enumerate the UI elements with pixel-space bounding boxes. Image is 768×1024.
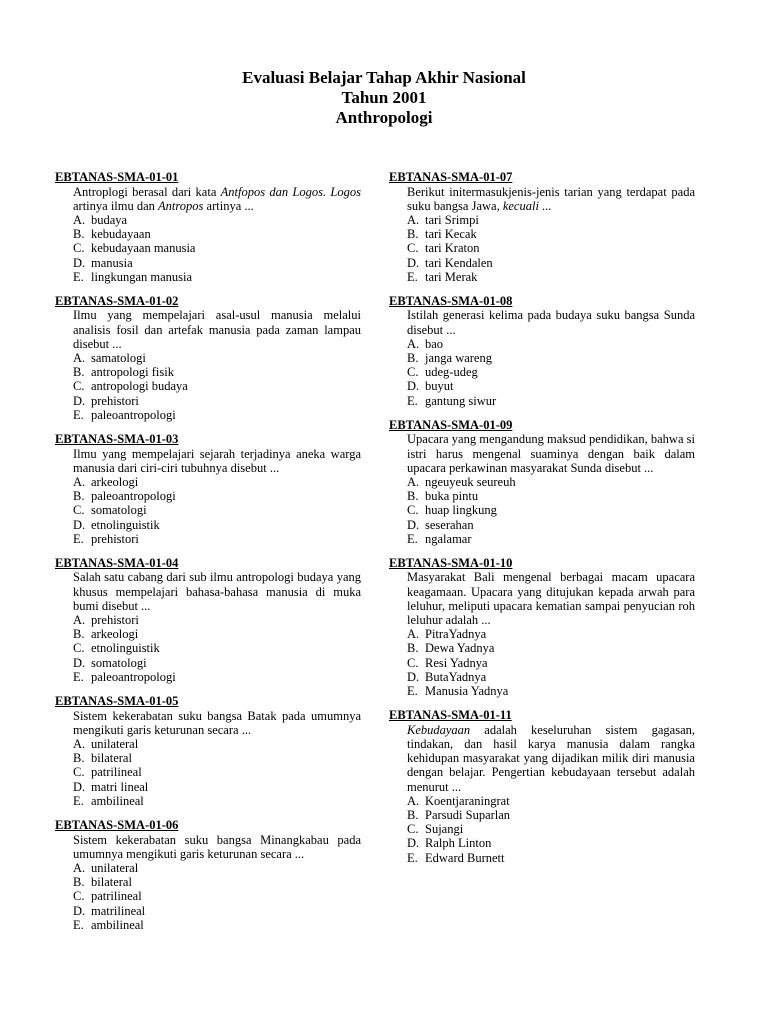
question-text-segment: ... [538, 198, 552, 213]
option-text: tari Kraton [425, 241, 480, 256]
answer-option [389, 213, 695, 227]
question-id: EBTANAS-SMA-01-09 [389, 417, 513, 432]
answer-option [389, 836, 695, 850]
option-letter: E. [407, 531, 418, 546]
option-letter: B. [407, 351, 419, 366]
option-text: patrilineal [91, 765, 142, 780]
question-id: EBTANAS-SMA-01-08 [389, 293, 513, 308]
option-letter: C. [407, 503, 419, 518]
option-text: somatologi [91, 503, 147, 518]
option-letter: D. [73, 517, 86, 532]
right-column [389, 170, 695, 875]
option-letter: C. [407, 655, 419, 670]
answer-option [55, 270, 361, 284]
answer-option [55, 227, 361, 241]
option-letter: D. [407, 379, 420, 394]
option-text: etnolinguistik [91, 517, 160, 532]
option-letter: B. [73, 365, 85, 380]
option-text: gantung siwur [425, 393, 497, 408]
option-text: tari Kecak [425, 227, 477, 242]
answer-option [55, 918, 361, 932]
question-text-segment: Upacara yang mengandung maksud pendidikan, bahwa si istri harus mengenal suaminya dengan baik dalam upacara perkawinan masyarakat Sunda disebut ... [407, 432, 695, 475]
option-letter: C. [73, 889, 85, 904]
question-block [389, 294, 695, 408]
answer-option [55, 408, 361, 422]
question-id: EBTANAS-SMA-01-10 [389, 555, 513, 570]
option-letter: E. [73, 917, 84, 932]
question-block [55, 170, 361, 284]
question-block [55, 556, 361, 684]
answer-option [389, 822, 695, 836]
answer-option [55, 780, 361, 794]
answer-option [55, 670, 361, 684]
option-text: buka pintu [425, 489, 479, 504]
title-line-2: Tahun 2001 [341, 88, 427, 107]
answer-option [55, 737, 361, 751]
answer-option [389, 241, 695, 255]
option-letter: D. [73, 779, 86, 794]
answer-option [389, 337, 695, 351]
answer-option [55, 365, 361, 379]
question-text-italic: Antropos [158, 198, 204, 213]
option-text: janga wareng [425, 351, 492, 366]
option-letter: A. [73, 474, 86, 489]
option-text: paleoantropologi [91, 407, 176, 422]
option-letter: E. [407, 393, 418, 408]
answer-option [55, 794, 361, 808]
option-text: patrilineal [91, 889, 142, 904]
question-text-segment: Antroplogi berasal dari kata [73, 184, 221, 199]
answer-option [389, 351, 695, 365]
answer-option [389, 641, 695, 655]
option-text: tari Kendalen [425, 255, 493, 270]
left-column [55, 170, 361, 942]
answer-option [389, 227, 695, 241]
option-letter: E. [73, 531, 84, 546]
answer-option [389, 270, 695, 284]
question-text [389, 432, 695, 475]
option-text: matrilineal [91, 903, 146, 918]
answer-option [55, 904, 361, 918]
option-text: etnolinguistik [91, 641, 160, 656]
option-text: udeg-udeg [425, 365, 478, 380]
option-text: tari Merak [425, 269, 478, 284]
option-text: ambilineal [91, 793, 144, 808]
answer-option [55, 875, 361, 889]
answer-option [389, 656, 695, 670]
answer-option [55, 627, 361, 641]
option-text: Edward Burnett [425, 850, 505, 865]
answer-option [55, 503, 361, 517]
option-letter: B. [407, 489, 419, 504]
question-block [55, 694, 361, 808]
question-text-segment: Istilah generasi kelima pada budaya suku bangsa Sunda disebut ... [407, 308, 695, 337]
option-letter: D. [407, 836, 420, 851]
answer-option [55, 489, 361, 503]
document-title [0, 68, 768, 128]
answer-option [55, 475, 361, 489]
option-text: antropologi budaya [91, 379, 188, 394]
option-letter: A. [73, 212, 86, 227]
option-letter: C. [73, 765, 85, 780]
option-letter: C. [407, 822, 419, 837]
option-text: buyut [425, 379, 454, 394]
question-id: EBTANAS-SMA-01-11 [389, 708, 512, 723]
option-text: bilateral [91, 875, 132, 890]
option-text: antropologi fisik [91, 365, 174, 380]
option-text: Parsudi Suparlan [425, 808, 511, 823]
option-text: matri lineal [91, 779, 149, 794]
option-letter: E. [407, 684, 418, 699]
option-text: ngalamar [425, 531, 472, 546]
answer-option [389, 684, 695, 698]
question-text-italic: Kebudayaan [407, 722, 471, 737]
option-text: bilateral [91, 751, 132, 766]
answer-option [389, 503, 695, 517]
option-letter: D. [73, 903, 86, 918]
answer-option [389, 518, 695, 532]
option-letter: E. [73, 793, 84, 808]
question-text-segment: adalah keseluruhan sistem gagasan, tindakan, dan hasil karya manusia dalam rangka kehidupan masyarakat yang dijadikan milik diri manusia dengan belajar. Pengertian kebudayaan tersebut adalah menurut ... [407, 722, 695, 794]
option-letter: E. [407, 269, 418, 284]
question-text [55, 570, 361, 613]
answer-option [55, 241, 361, 255]
question-text [389, 185, 695, 213]
question-block [389, 708, 695, 865]
answer-option [389, 365, 695, 379]
option-letter: B. [407, 641, 419, 656]
option-letter: C. [407, 365, 419, 380]
answer-option [55, 656, 361, 670]
question-text-segment: Ilmu yang mempelajari asal-usul manusia melalui analisis fosil dan artefak manusia pada zaman lampau disebut ... [73, 308, 361, 351]
question-text [55, 308, 361, 351]
answer-option [389, 670, 695, 684]
option-letter: B. [73, 875, 85, 890]
question-text-segment: Salah satu cabang dari sub ilmu antropologi budaya yang khusus mempelajari bahasa-bahasa manusia di muka bumi disebut ... [73, 570, 361, 613]
answer-option [55, 613, 361, 627]
answer-option [389, 627, 695, 641]
option-letter: D. [73, 393, 86, 408]
option-text: paleoantropologi [91, 669, 176, 684]
question-text-segment: Sistem kekerabatan suku bangsa Batak pada umumnya mengikuti garis keturunan secara ... [73, 708, 361, 737]
question-text [55, 709, 361, 737]
option-letter: A. [73, 351, 86, 366]
question-block [389, 418, 695, 546]
answer-option [55, 861, 361, 875]
answer-option [55, 889, 361, 903]
question-text-segment: Masyarakat Bali mengenal berbagai macam upacara keagamaan. Upacara yang ditujukan kepada arwah para leluhur, meliputi upacara kematian sampai penyucian roh leluhur adalah ... [407, 570, 695, 628]
option-text: prehistori [91, 393, 139, 408]
question-text [55, 185, 361, 213]
option-text: ButaYadnya [425, 669, 487, 684]
option-text: Resi Yadnya [425, 655, 488, 670]
option-text: prehistori [91, 531, 139, 546]
question-text-italic: Antfopos dan Logos. Logos [220, 184, 361, 199]
option-letter: A. [407, 336, 420, 351]
option-text: Dewa Yadnya [425, 641, 495, 656]
answer-option [389, 794, 695, 808]
answer-option [389, 532, 695, 546]
option-letter: C. [73, 241, 85, 256]
answer-option [55, 641, 361, 655]
question-text-segment: Ilmu yang mempelajari sejarah terjadinya aneka warga manusia dari ciri-ciri tubuhnya disebut ... [73, 446, 361, 475]
option-text: kebudayaan [91, 227, 151, 242]
option-text: unilateral [91, 860, 139, 875]
option-letter: B. [73, 751, 85, 766]
option-text: somatologi [91, 655, 147, 670]
option-letter: C. [73, 379, 85, 394]
question-id: EBTANAS-SMA-01-04 [55, 555, 179, 570]
answer-option [389, 808, 695, 822]
option-text: budaya [91, 212, 128, 227]
option-letter: C. [73, 503, 85, 518]
option-letter: B. [73, 227, 85, 242]
question-text [389, 723, 695, 794]
title-line-3: Anthropologi [335, 108, 433, 127]
option-letter: D. [73, 655, 86, 670]
option-letter: D. [407, 669, 420, 684]
option-text: unilateral [91, 737, 139, 751]
option-text: PitraYadnya [425, 627, 487, 642]
option-letter: A. [407, 793, 420, 808]
option-text: arkeologi [91, 627, 139, 642]
question-text-italic: kecuali [502, 198, 539, 213]
option-text: seserahan [425, 517, 474, 532]
option-letter: A. [73, 613, 86, 628]
question-id: EBTANAS-SMA-01-01 [55, 170, 179, 184]
option-text: prehistori [91, 613, 139, 628]
option-letter: A. [407, 474, 420, 489]
question-text-segment: artinya ilmu dan [73, 198, 159, 213]
answer-option [389, 379, 695, 393]
option-text: kebudayaan manusia [91, 241, 196, 256]
option-letter: D. [73, 255, 86, 270]
option-letter: A. [73, 860, 86, 875]
answer-option [389, 256, 695, 270]
question-text [389, 308, 695, 336]
answer-option [55, 256, 361, 270]
option-letter: C. [73, 641, 85, 656]
answer-option [389, 394, 695, 408]
option-letter: D. [407, 255, 420, 270]
option-text: samatologi [91, 351, 146, 366]
answer-option [55, 518, 361, 532]
option-letter: A. [73, 737, 86, 751]
title-line-1: Evaluasi Belajar Tahap Akhir Nasional [242, 68, 526, 87]
option-text: Sujangi [425, 822, 464, 837]
option-letter: D. [407, 517, 420, 532]
answer-option [55, 213, 361, 227]
option-letter: B. [407, 227, 419, 242]
question-id: EBTANAS-SMA-01-07 [389, 170, 513, 184]
answer-option [389, 851, 695, 865]
answer-option [55, 394, 361, 408]
option-text: bao [425, 336, 444, 351]
question-id: EBTANAS-SMA-01-02 [55, 293, 179, 308]
question-id: EBTANAS-SMA-01-06 [55, 818, 179, 833]
option-letter: C. [407, 241, 419, 256]
question-text [389, 570, 695, 627]
question-id: EBTANAS-SMA-01-03 [55, 432, 179, 447]
option-letter: B. [73, 627, 85, 642]
answer-option [55, 379, 361, 393]
option-text: lingkungan manusia [91, 269, 193, 284]
option-letter: E. [73, 269, 84, 284]
answer-option [389, 475, 695, 489]
answer-option [55, 751, 361, 765]
question-text [55, 833, 361, 861]
option-text: paleoantropologi [91, 489, 176, 504]
option-text: arkeologi [91, 474, 139, 489]
question-block [55, 818, 361, 932]
question-text [55, 447, 361, 475]
question-text-segment: Sistem kekerabatan suku bangsa Minangkabau pada umumnya mengikuti garis keturunan secara ... [73, 832, 361, 861]
answer-option [55, 765, 361, 779]
option-letter: B. [73, 489, 85, 504]
option-letter: A. [407, 627, 420, 642]
question-block [389, 556, 695, 698]
answer-option [55, 532, 361, 546]
question-text-segment: artinya ... [203, 198, 254, 213]
option-text: huap lingkung [425, 503, 497, 518]
option-text: tari Srimpi [425, 212, 479, 227]
question-block [389, 170, 695, 284]
option-text: manusia [91, 255, 133, 270]
question-block [55, 294, 361, 422]
option-letter: B. [407, 808, 419, 823]
question-block [55, 432, 361, 546]
option-letter: E. [73, 407, 84, 422]
option-text: ngeuyeuk seureuh [425, 474, 516, 489]
option-text: ambilineal [91, 917, 144, 932]
answer-option [389, 489, 695, 503]
option-letter: E. [407, 850, 418, 865]
option-letter: A. [407, 212, 420, 227]
option-text: Manusia Yadnya [425, 684, 509, 699]
question-text-segment: Berikut initermasukjenis-jenis tarian yang terdapat pada suku bangsa Jawa, [407, 184, 695, 213]
option-letter: E. [73, 669, 84, 684]
answer-option [55, 351, 361, 365]
option-text: Ralph Linton [425, 836, 492, 851]
option-text: Koentjaraningrat [425, 793, 510, 808]
question-id: EBTANAS-SMA-01-05 [55, 694, 179, 709]
